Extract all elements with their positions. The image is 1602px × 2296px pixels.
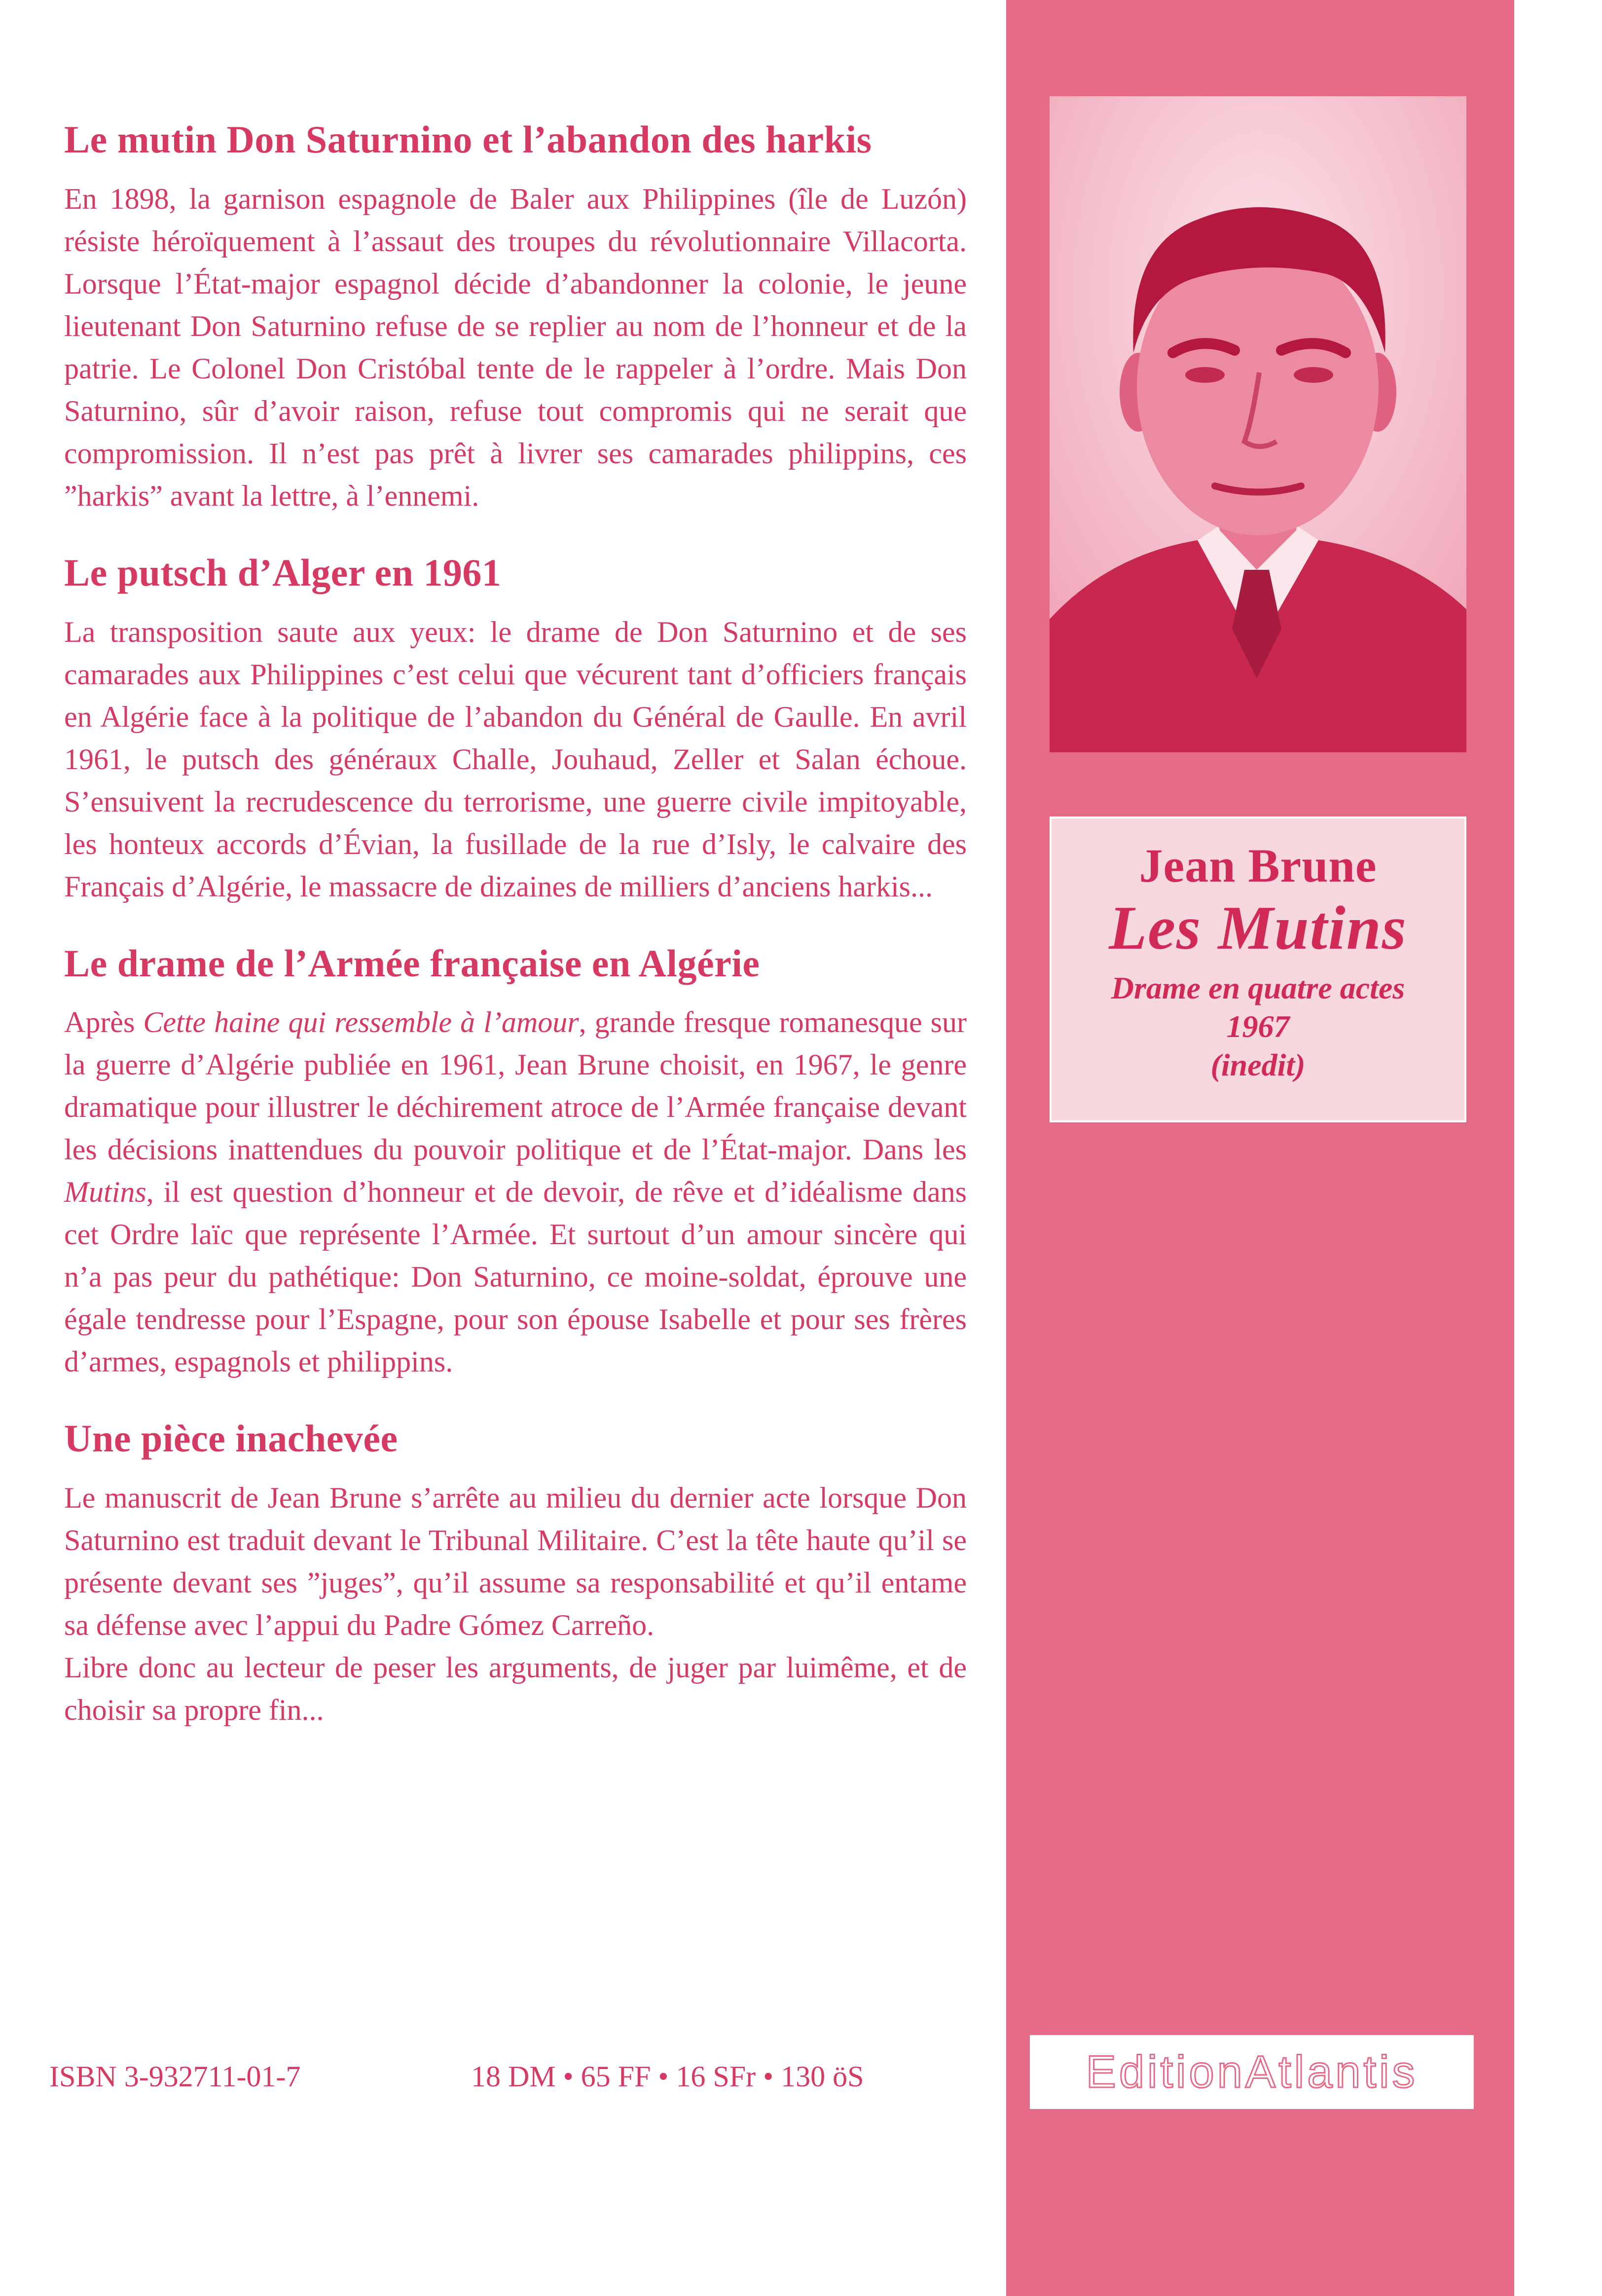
author-name: Jean Brune <box>1139 839 1377 892</box>
back-cover-text <box>64 118 967 1766</box>
book-reference-italic: Cette haine qui ressemble à l’amour <box>143 1006 579 1039</box>
section-paragraph: Le manuscrit de Jean Brune s’arrête au milieu du dernier acte lorsque Don Saturnino est traduit devant le Tribunal Militaire. C’est la tête haute qu’il se présente devant ses ”juges”, qu’il assume sa responsabilité et qu’il entame sa défense avec l’appui du Padre Gómez Carreño. <box>64 1481 967 1642</box>
book-year: 1967 <box>1226 1009 1290 1044</box>
section-heading: Le drame de l’Armée française en Algérie <box>64 941 760 985</box>
price-text: 18 DM • 65 FF • 16 SFr • 130 öS <box>471 2060 864 2093</box>
book-note: (inedit) <box>1210 1047 1306 1082</box>
section-heading: Le mutin Don Saturnino et l’abandon des harkis <box>64 118 872 161</box>
section-1 <box>64 118 967 517</box>
author-portrait <box>1050 96 1466 752</box>
paragraph-text: , il est question d’honneur et de devoir, de rêve et d’idéalisme dans cet Ordre laïc que représente l’Armée. Et surtout d’un amour sincère qui n’a pas peur du pathétique: Don Saturnino, ce moine-soldat, éprouve une égale tendresse pour l’Espagne, pour son épouse Isabelle et pour ses frères d’armes, espagnols et philippins. <box>64 1176 967 1378</box>
section-2 <box>64 552 967 908</box>
isbn-text: ISBN 3-932711-01-7 <box>49 2060 301 2093</box>
book-subtitle: Drame en quatre actes <box>1111 970 1405 1005</box>
title-panel <box>1050 816 1466 1122</box>
section-paragraph: Libre donc au lecteur de peser les arguments, de juger par luimême, et de choisir sa propre fin... <box>64 1651 967 1727</box>
publisher-name: EditionAtlantis <box>1086 2046 1418 2097</box>
portrait-illustration <box>1050 96 1466 752</box>
section-paragraph: La transposition saute aux yeux: le drame de Don Saturnino et de ses camarades aux Philippines c’est celui que vécurent tant d’officiers français en Algérie face à la politique de l’abandon du Général de Gaulle. En avril 1961, le putsch des généraux Challe, Jouhaud, Zeller et Salan échoue. S’ensuivent la recrudescence du terrorisme, une guerre civile impitoyable, les honteux accords d’Évian, la fusillade de la rue d’Isly, le calvaire des Français d’Algérie, le massacre de dizaines de milliers d’anciens harkis... <box>64 615 967 903</box>
book-reference-italic: Mutins <box>64 1176 146 1209</box>
section-paragraph <box>64 1001 967 1383</box>
book-title: Les Mutins <box>1109 894 1407 963</box>
paragraph-text: , grande fresque romanesque sur la guerre d’Algérie publiée en 1961, Jean Brune choisit, en 1967, le genre dramatique pour illustrer le déchirement atroce de l’Armée française devant les décisions inattendues du pouvoir politique et de l’État-major. Dans les <box>64 1006 967 1166</box>
section-heading: Une pièce inachevée <box>64 1417 398 1460</box>
section-3 <box>64 942 967 1383</box>
paragraph-text: Après <box>64 1006 144 1039</box>
section-4 <box>64 1417 967 1731</box>
section-heading: Le putsch d’Alger en 1961 <box>64 551 502 594</box>
section-paragraph: En 1898, la garnison espagnole de Baler aux Philippines (île de Luzón) résiste héroïquement à l’assaut des troupes du révolutionnaire Villacorta. Lorsque l’État-major espagnol décide d’abandonner la colonie, le jeune lieutenant Don Saturnino refuse de se replier au nom de l’honneur et de la patrie. Le Colonel Don Cristóbal tente de le rappeler à l’ordre. Mais Don Saturnino, sûr d’avoir raison, refuse tout compromis qui ne serait que compromission. Il n’est pas prêt à livrer ses camarades philippins, ces ”harkis” avant la lettre, à l’ennemi. <box>64 182 967 512</box>
publisher-logo <box>1030 2035 1474 2109</box>
